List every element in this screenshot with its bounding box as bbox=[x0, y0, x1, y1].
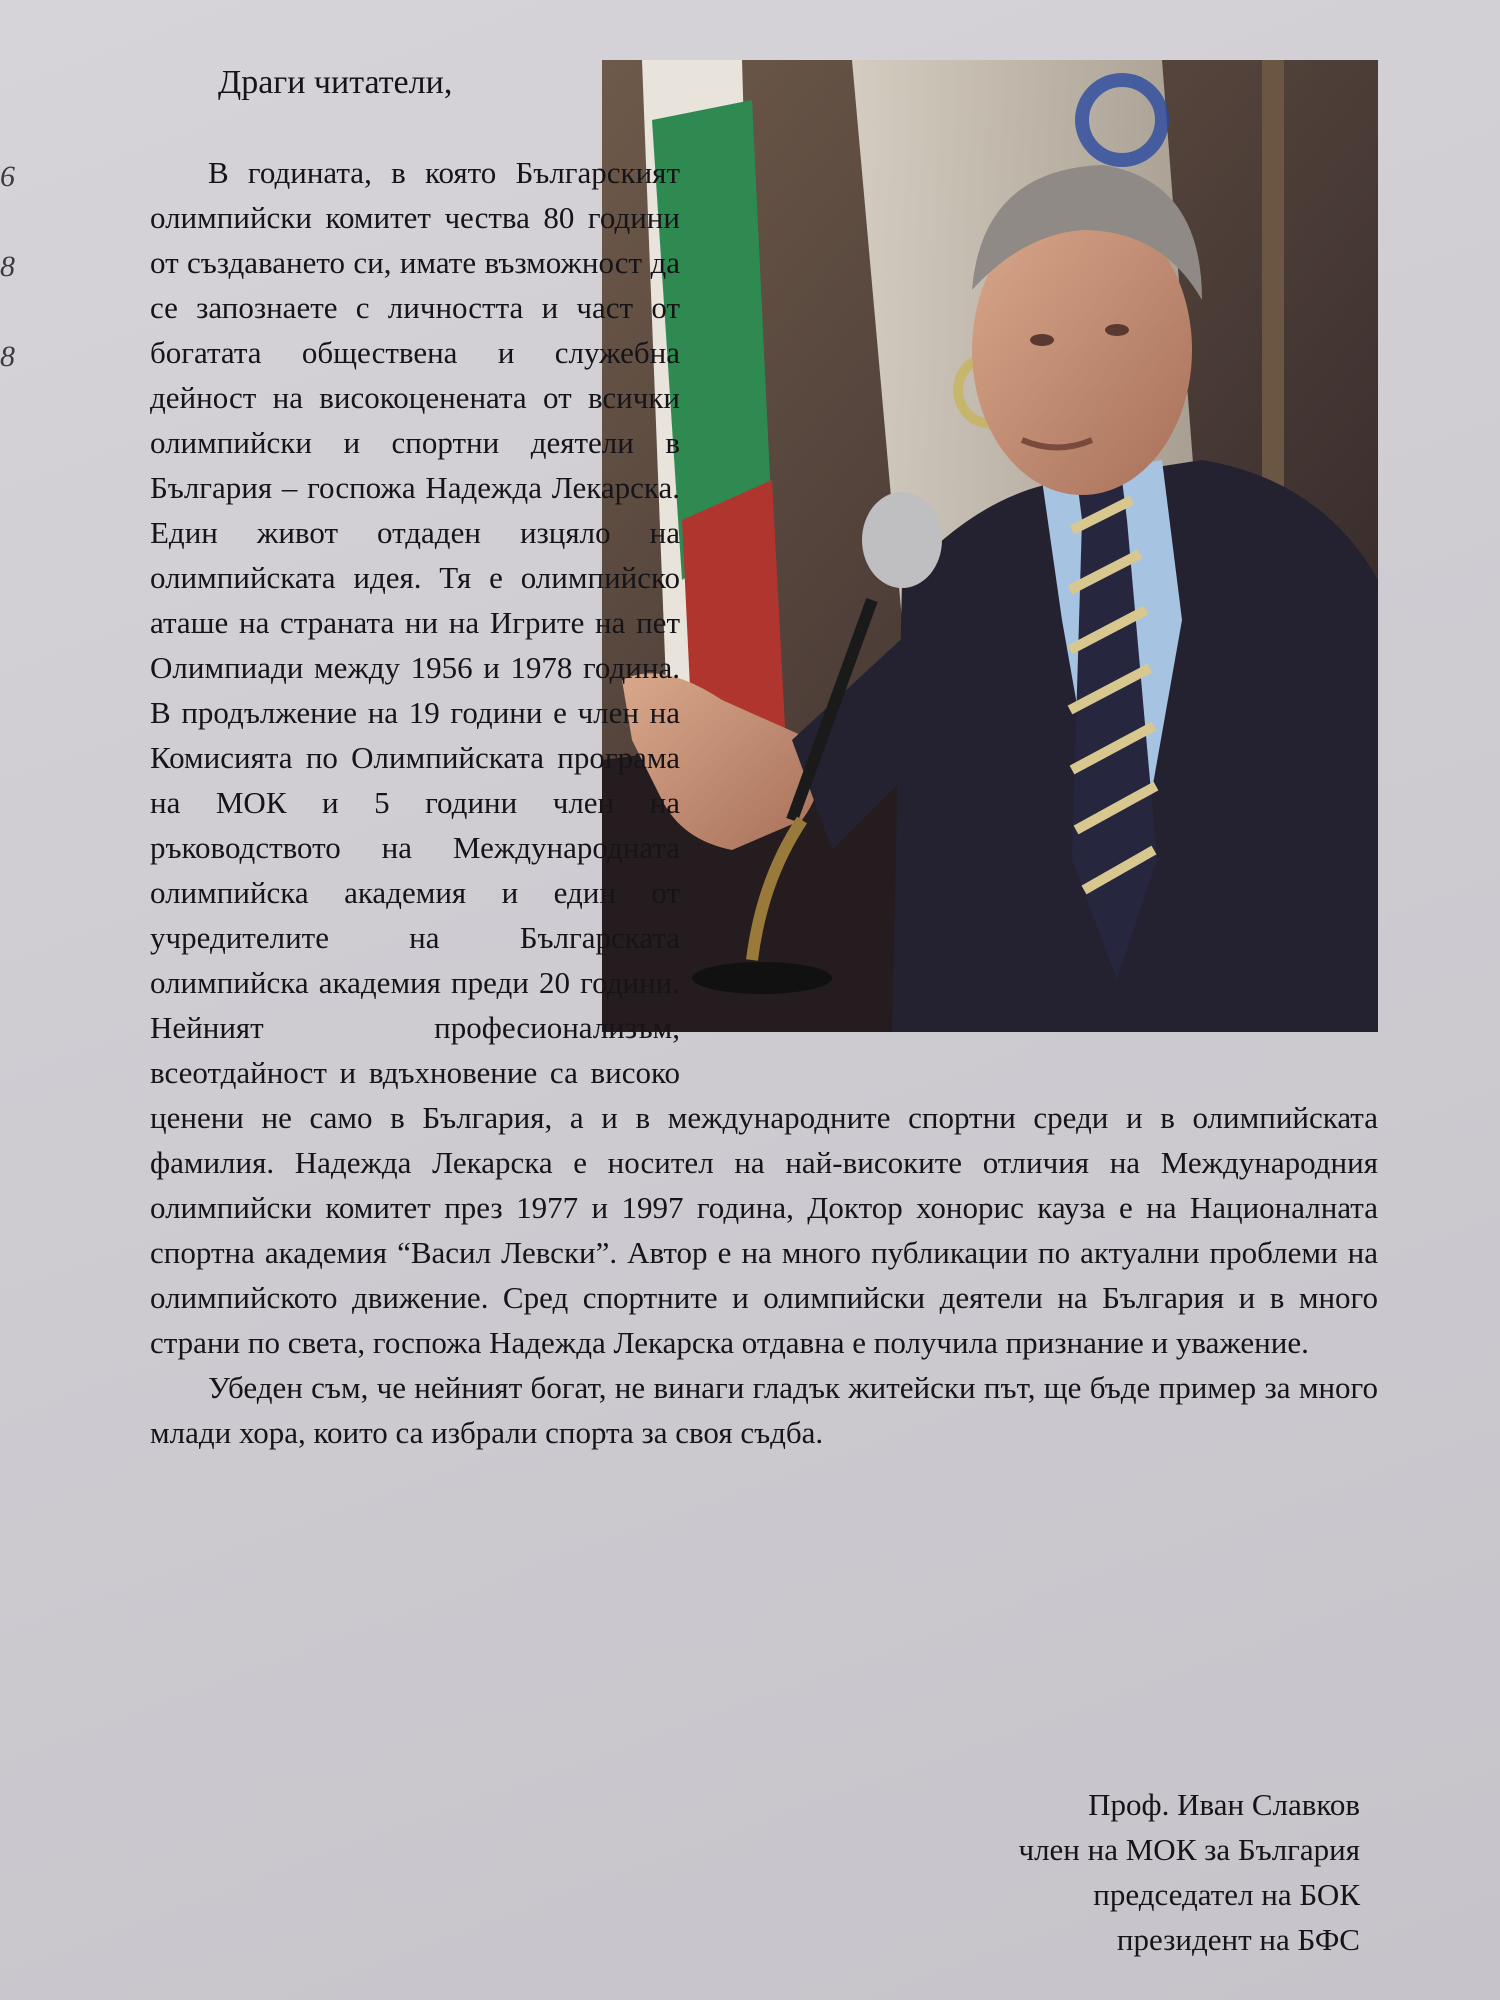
margin-number: 8 bbox=[0, 340, 15, 373]
signature-title-1: член на МОК за България bbox=[1018, 1832, 1360, 1867]
photo-text-wrap-spacer bbox=[680, 150, 1378, 1080]
paragraph-main: В годината, в която Българският олимпийски комитет чества 80 години от създаването си, имате възможност да се запознаете с личността и част от богатата обществена и служебна дейност на високоценената от всички олимпийски и спортни деятели в България – госпожа Надежда Лекарска. Един живот отдаден изцяло на олимпийската идея. Тя е олимпийско аташе на страната ни на Игрите на пет Олимпиади между 1956 и 1978 година. В продължение на 19 години е член на Комисията по Олимпийската програма на МОК и 5 години член на ръководството на Международната олимпийска академия и един от учредителите на Българската олимпийска академия преди 20 години. Нейният професионализъм, всеотдайност и вдъхновение са високо ценени не само в България, а и в международните спортни среди и в олимпийската фамилия. Надежда Лекарска е носител на най-високите отличия на Международния олимпийски комитет през 1977 и 1997 година, Доктор хонорис кауза е на Националната спортна академия “Васил Левски”. Автор е на много публикации по актуални проблеми на олимпийското движение. Сред спортните и олимпийски деятели на България и в много страни по света, госпожа Надежда Лекарска отдавна е получила признание и уважение. bbox=[150, 155, 1378, 1360]
signature-title-2: председател на БОК bbox=[1093, 1877, 1360, 1912]
signature-title-3: президент на БФС bbox=[1116, 1922, 1360, 1957]
letter-body bbox=[150, 150, 1378, 1455]
margin-number: 8 bbox=[0, 250, 15, 283]
salutation: Драги читатели, bbox=[218, 64, 453, 101]
paragraph-closing: Убеден съм, че нейният богат, не винаги гладък житейски път, ще бъде пример за много млади хора, които са избрали спорта за своя съдба. bbox=[150, 1370, 1378, 1450]
signature-block bbox=[1018, 1782, 1360, 1962]
margin-number: 6 bbox=[0, 160, 15, 193]
signature-name: Проф. Иван Славков bbox=[1088, 1787, 1360, 1822]
